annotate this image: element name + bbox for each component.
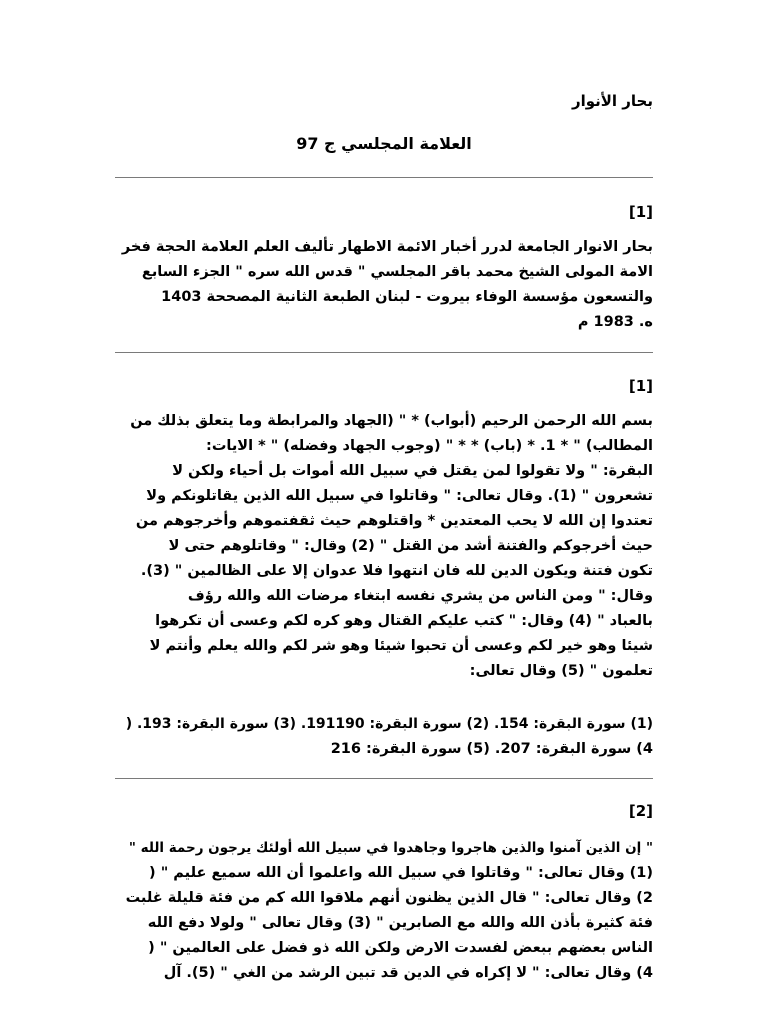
text-line: تشعرون " (1). وقال تعالى: " وقاتلوا في سبيل الله الذين يقاتلونكم ولا xyxy=(146,488,653,504)
divider xyxy=(115,778,653,779)
text-line: الامة المولى الشيخ محمد باقر المجلسي " قدس الله سره " الجزء السابع xyxy=(141,264,653,280)
text-line: ه. 1983 م xyxy=(577,314,653,330)
section-number: [2] xyxy=(628,802,653,820)
text-line: حيث أخرجوكم والفتنة أشد من القتل " (2) وقال: " وقاتلوهم حتى لا xyxy=(168,538,653,554)
text-line: تكون فتنة ويكون الدين لله فان انتهوا فلا عدوان إلا على الظالمين " (3). xyxy=(140,563,653,579)
text-line: البقرة: " ولا تقولوا لمن يقتل في سبيل الله أموات بل أحياء ولكن لا xyxy=(172,463,653,479)
text-line: " إن الذين آمنوا والذين هاجروا وجاهدوا في سبيل الله أولئك يرجون رحمة الله " xyxy=(128,840,653,856)
text-line: بحار الانوار الجامعة لدرر أخبار الائمة الاطهار تأليف العلم العلامة الحجة فخر xyxy=(121,239,653,255)
text-line: شيئا وهو خير لكم وعسى أن تحبوا شيئا وهو شر لكم والله يعلم وأنتم لا xyxy=(149,638,653,654)
text-line: الناس بعضهم ببعض لفسدت الارض ولكن الله ذو فضل على العالمين " ( xyxy=(148,940,653,956)
text-line: (1) وقال تعالى: " وقاتلوا في سبيل الله واعلموا أن الله سميع عليم " ( xyxy=(149,865,653,881)
text-line: 2) وقال تعالى: " قال الذين يظنون أنهم ملاقوا الله كم من فئة قليلة غلبت xyxy=(125,890,653,906)
text-line: المطالب) " * 1. * (باب) * * " (وجوب الجهاد وفضله) " * الايات: xyxy=(206,438,653,454)
text-line: تعلمون " (5) وقال تعالى: xyxy=(469,663,653,679)
text-line: بسم الله الرحمن الرحيم (أبواب) * " (الجهاد والمرابطة وما يتعلق بذلك من xyxy=(130,413,653,429)
text-line: بالعباد " (4) وقال: " كتب عليكم القتال وهو كره لكم وعسى أن تكرهوا xyxy=(155,613,653,629)
author-volume-title: العلامة المجلسي ج 97 xyxy=(296,134,472,153)
divider xyxy=(115,352,653,353)
text-line: وقال: " ومن الناس من يشري نفسه ابتغاء مرضات الله والله رؤف xyxy=(187,588,653,604)
footnote-line: (1) سورة البقرة: 154. (2) سورة البقرة: 191190. (3) سورة البقرة: 193. ( xyxy=(125,716,653,732)
text-line: تعتدوا إن الله لا يحب المعتدين * واقتلوهم حيث ثقفتموهم وأخرجوهم من xyxy=(135,513,653,529)
book-title: بحار الأنوار xyxy=(571,92,653,110)
section-number: [1] xyxy=(628,377,653,395)
footnote-line: 4) سورة البقرة: 207. (5) سورة البقرة: 216 xyxy=(330,741,653,757)
text-line: والتسعون مؤسسة الوفاء بيروت - لبنان الطبعة الثانية المصححة 1403 xyxy=(161,289,653,305)
divider xyxy=(115,177,653,178)
section-number: [1] xyxy=(628,203,653,221)
text-line: 4) وقال تعالى: " لا إكراه في الدين قد تبين الرشد من الغي " (5). آل xyxy=(163,965,653,981)
text-line: فئة كثيرة بأذن الله والله مع الصابرين " (3) وقال تعالى " ولولا دفع الله xyxy=(147,915,653,931)
